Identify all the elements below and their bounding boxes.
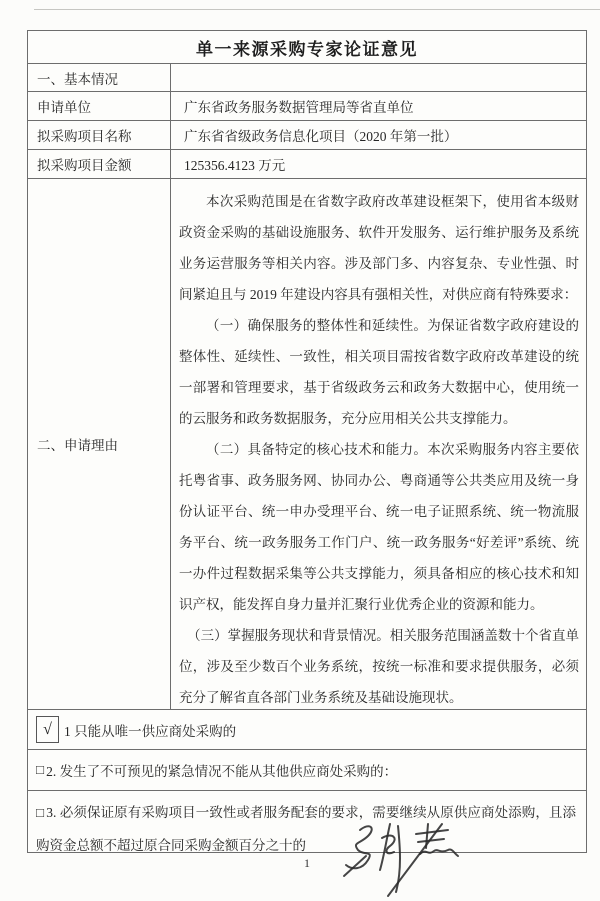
field-row-project-name <box>28 120 586 149</box>
option-row-sole-supplier <box>28 709 586 749</box>
application-reason-text <box>171 179 586 709</box>
option-3-label: 3. 必须保证原有采购项目一致性或者服务配套的要求，需要继续从原供应商处添购，且添购资金总额不超过原合同采购金额百分之十的 <box>36 805 577 853</box>
option-row-consistency-addon <box>28 790 586 852</box>
field-row-applicant <box>28 91 586 120</box>
project-name-value: 广东省省级政务信息化项目（2020 年第一批） <box>184 129 458 144</box>
check-mark-icon: √ <box>43 720 52 738</box>
reason-paragraph-3: （二）具备特定的核心技术和能力。本次采购服务内容主要依托粤省事、政务服务网、协同办公、粤商通等公共类应用及统一身份认证平台、统一申办受理平台、统一电子证照系统、统一物流服务平台、统一政务服务工作门户、统一政务服务“好差评”系统、统一办件过程数据采集等公共支撑能力，须具备相应的核心技术和知识产权，能发挥自身力量并汇聚行业优秀企业的资源和能力。 <box>179 442 579 612</box>
scan-artifact-line <box>34 9 600 10</box>
page-title: 单一来源采购专家论证意见 <box>196 39 418 59</box>
section-application-reason-row <box>28 178 586 709</box>
section-basic-info-label: 一、基本情况 <box>28 64 171 91</box>
project-name-label: 拟采购项目名称 <box>28 121 171 149</box>
project-amount-value: 125356.4123 万元 <box>184 158 286 173</box>
checkbox-empty-icon: □ <box>36 762 45 777</box>
applicant-label: 申请单位 <box>28 92 171 120</box>
page-number: 1 <box>304 856 310 870</box>
field-row-project-amount <box>28 149 586 178</box>
reason-paragraph-1: 本次采购范围是在省数字政府改革建设框架下，使用省本级财政资金采购的基础设施服务、软件开发服务、运行维护服务及系统业务运营服务等相关内容。涉及部门多、内容复杂、专业性强、时间紧迫且与 2019 年建设内容具有强相关性，对供应商有特殊要求： <box>179 194 579 302</box>
option-1-label: 1 只能从唯一供应商处采购的 <box>64 723 237 739</box>
section-basic-info-row <box>28 63 586 91</box>
expert-opinion-form-table <box>27 30 587 853</box>
section-basic-info-empty-cell <box>171 64 586 91</box>
title-row <box>28 31 586 63</box>
applicant-value: 广东省政务服务数据管理局等省直单位 <box>184 100 414 115</box>
reason-paragraph-2: （一）确保服务的整体性和延续性。为保证省数字政府建设的整体性、延续性、一致性，相关项目需按省数字政府改革建设的统一部署和管理要求，基于省级政务云和政务大数据中心，使用统一的云服务和政务数据服务，充分应用相关公共支撑能力。 <box>179 318 579 426</box>
project-amount-label: 拟采购项目金额 <box>28 150 171 178</box>
checkbox-checked <box>36 716 59 743</box>
checkbox-empty-icon: □ <box>36 805 45 820</box>
option-2-label: 2. 发生了不可预见的紧急情况不能从其他供应商处采购的： <box>46 764 398 779</box>
handwritten-signature <box>330 812 470 900</box>
reason-paragraph-4: （三）掌握服务现状和背景情况。相关服务范围涵盖数十个省直单位，涉及至少数百个业务系统，按统一标准和要求提供服务，必须充分了解省直各部门业务系统及基础设施现状。 <box>179 628 579 705</box>
option-row-unforeseen-emergency <box>28 749 586 790</box>
application-reason-label: 二、申请理由 <box>28 179 171 709</box>
